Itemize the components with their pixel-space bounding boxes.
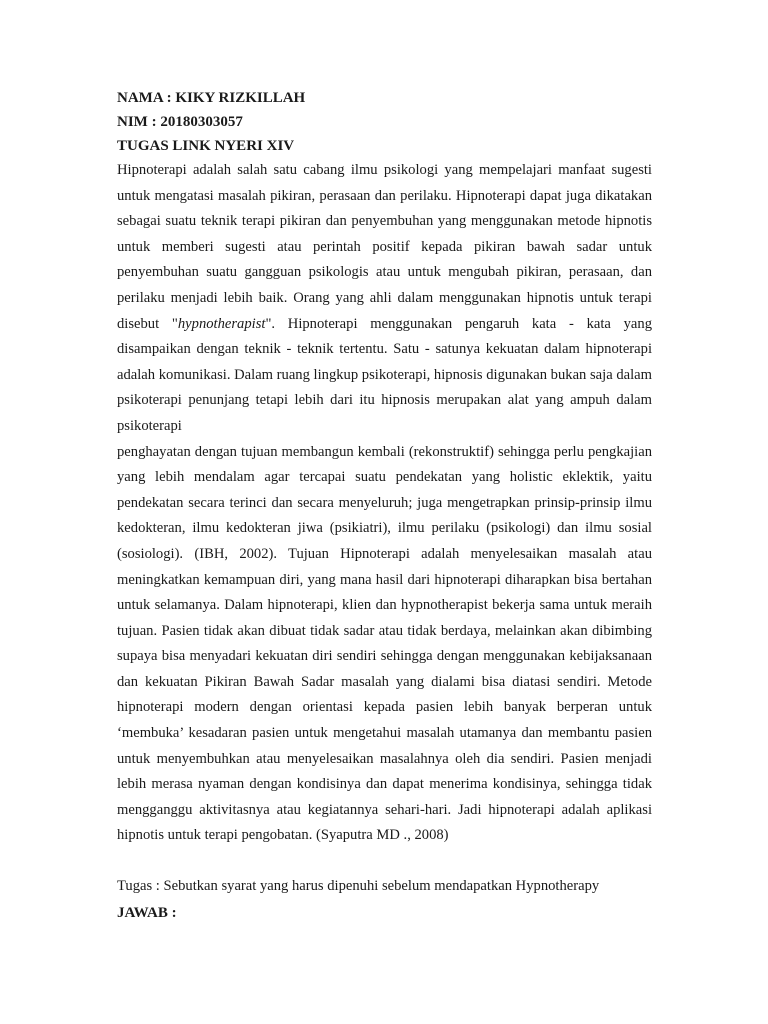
blank-line xyxy=(117,849,652,874)
student-nim: NIM : 20180303057 xyxy=(117,114,243,130)
assignment-title: TUGAS LINK NYERI XIV xyxy=(117,138,295,154)
document-page xyxy=(117,86,652,926)
task-question: Tugas : Sebutkan syarat yang harus dipenuhi sebelum mendapatkan Hypnotherapy xyxy=(117,878,600,895)
answer-label: JAWAB : xyxy=(117,904,177,921)
paragraph-body: penghayatan dengan tujuan membangun kembali (rekonstruktif) sehingga perlu pengkajian yang lebih mendalam agar tercapai suatu pendekatan yang holistic eklektik, yaitu pendekatan secara terinci dan secara menyeluruh; juga mengetrapkan prinsip-prinsip ilmu kedokteran, ilmu kedokteran jiwa (psikiatri), ilmu perilaku (psikologi) dan ilmu sosial (sosiologi). (IBH, 2002). Tujuan Hipnoterapi adalah menyelesaikan masalah atau meningkatkan kemampuan diri, yang mana hasil dari hipnoterapi diharapkan bisa bertahan untuk selamanya. Dalam hipnoterapi, klien dan hypnotherapist bekerja sama untuk meraih tujuan. Pasien tidak akan dibuat tidak sadar atau tidak berdaya, melainkan akan dibimbing supaya bisa menyadari kekuatan diri sendiri sehingga dengan menggunakan kebijaksanaan dan kekuatan Pikiran Bawah Sadar masalah yang dialami bisa diatasi sendiri. Metode hipnoterapi modern dengan orientasi kepada pasien lebih banyak berperan untuk ‘membuka’ kesadaran pasien untuk mengetahui masalah utamanya dan membantu pasien untuk menyembuhkan atau menyelesaikan masalahnya oleh dia sendiri. Pasien menjadi lebih merasa nyaman dengan kondisinya dan dapat menerima kondisinya, sehingga tidak mengganggu aktivitasnya atau kegiatannya sehari-hari. Jadi hipnoterapi adalah aplikasi hipnotis untuk terapi pengobatan. (Syaputra MD ., 2008) xyxy=(117,443,652,844)
paragraph-intro xyxy=(117,158,652,440)
italic-term: hypnotherapist xyxy=(177,315,266,332)
paragraph-intro-start: Hipnoterapi adalah salah satu cabang ilmu psikologi yang mempelajari manfaat sugesti untuk mengatasi masalah pikiran, perasaan dan perilaku. Hipnoterapi dapat juga dikatakan sebagai suatu teknik terapi pikiran dan penyembuhan yang menggunakan metode hipnotis untuk memberi sugesti atau perintah positif kepada pikiran bawah sadar untuk penyembuhan suatu gangguan psikologis atau untuk mengubah pikiran, perasaan, dan perilaku menjadi lebih baik. Orang yang ahli dalam menggunakan hipnotis untuk terapi disebut " xyxy=(117,162,652,332)
paragraph-intro-end: ". Hipnoterapi menggunakan pengaruh kata - kata yang disampaikan dengan teknik - teknik tertentu. Satu - satunya kekuatan dalam hipnoterapi adalah komunikasi. Dalam ruang lingkup psikoterapi, hipnosis digunakan bukan saja dalam psikoterapi penunjang tetapi lebih dari itu hipnosis merupakan alat yang ampuh dalam psikoterapi xyxy=(117,315,652,434)
student-name: NAMA : KIKY RIZKILLAH xyxy=(117,90,306,106)
